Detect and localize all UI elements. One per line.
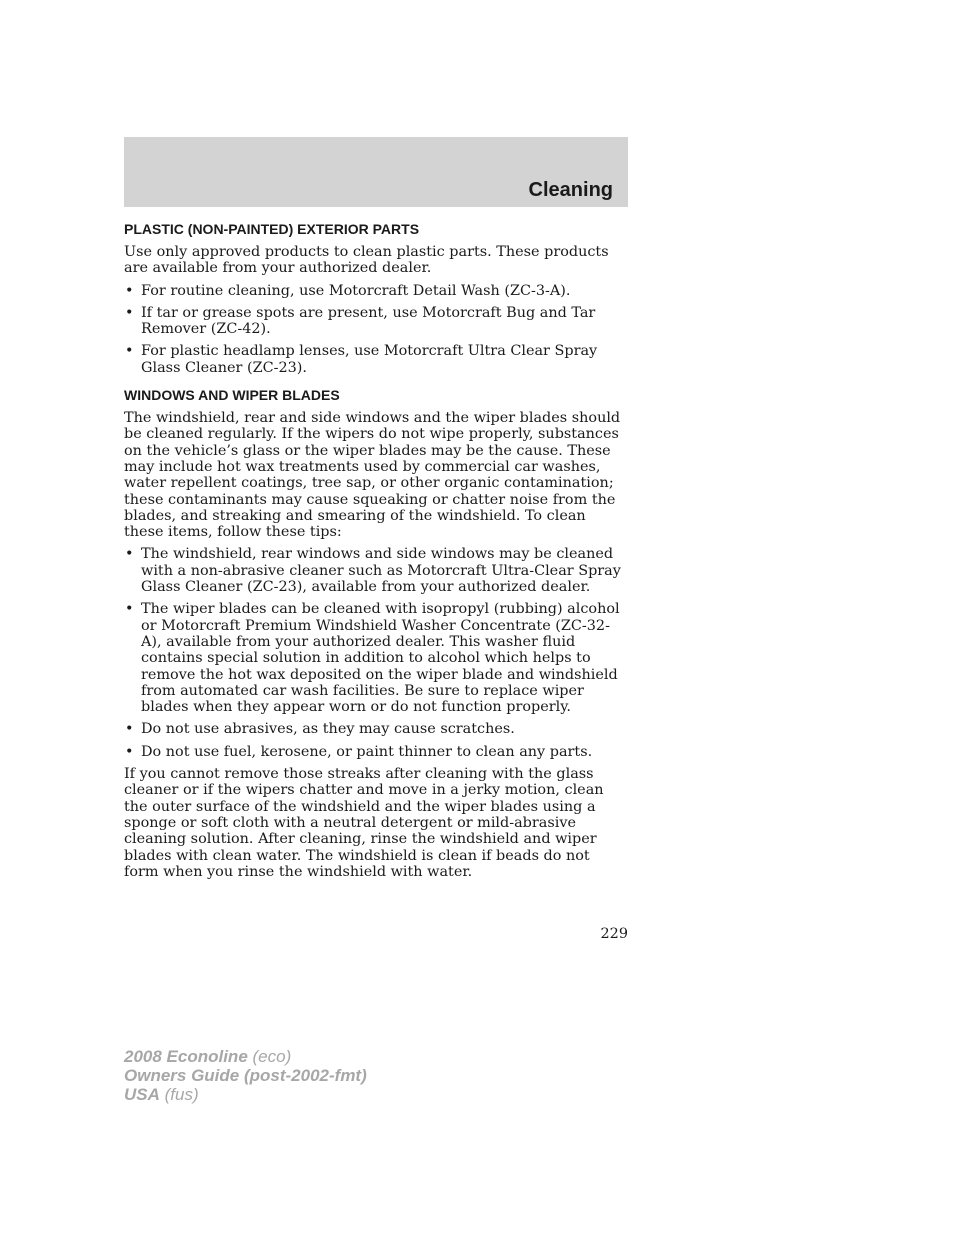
bullet-list-windows: [124, 546, 628, 760]
footer-line-guide: [124, 1066, 367, 1085]
list-item: [124, 283, 628, 299]
list-item: [124, 546, 628, 595]
section-heading-windows: WINDOWS AND WIPER BLADES: [124, 387, 340, 404]
list-item: [124, 721, 628, 737]
bullet-icon: •: [125, 282, 134, 299]
footer-document-id: [124, 1047, 367, 1104]
footer-line-market: [124, 1085, 367, 1104]
bullet-list-plastic: [124, 283, 628, 376]
list-item-text: The wiper blades can be cleaned with isopropyl (rubbing) alcohol or Motorcraft Premium Windshield Washer Concentrate (ZC-32-A), available from your authorized dealer. This washer fluid contains special solution in addition to alcohol which helps to remove the hot wax deposited on the wiper blade and windshield from automated car wash facilities. Be sure to replace wiper blades when they appear worn or do not function properly.: [141, 601, 620, 716]
list-item-text: If tar or grease spots are present, use Motorcraft Bug and Tar Remover (ZC-42).: [141, 304, 596, 338]
bullet-icon: •: [125, 304, 134, 321]
bullet-icon: •: [125, 546, 134, 563]
bullet-icon: •: [125, 721, 134, 738]
list-item: [124, 305, 628, 338]
footer-guide: Owners Guide (post-2002-fmt): [124, 1066, 367, 1085]
list-item-text: For plastic headlamp lenses, use Motorcraft Ultra Clear Spray Glass Cleaner (ZC-23).: [141, 343, 598, 376]
footer-model: 2008 Econoline: [124, 1047, 248, 1066]
paragraph-windows-intro: The windshield, rear and side windows and the wiper blades should be cleaned regularly. If the wipers do not wipe properly, substances on the vehicle’s glass or the wiper blades may be the cause. These may include hot wax treatments used by commercial car washes, water repellent coatings, tree sap, or other organic contamination; these contaminants may cause squeaking or chatter noise from the blades, and streaking and smearing of the windshield. To clean these items, follow these tips:: [124, 410, 621, 541]
bullet-icon: •: [125, 343, 134, 360]
bullet-icon: •: [125, 743, 134, 760]
list-item-text: The windshield, rear windows and side windows may be cleaned with a non-abrasive cleaner such as Motorcraft Ultra-Clear Spray Glass Cleaner (ZC-23), available from your authorized dealer.: [141, 546, 621, 596]
footer-line-model: [124, 1047, 367, 1066]
list-item: [124, 744, 628, 760]
list-item: [124, 601, 628, 715]
page-content: [124, 220, 628, 886]
footer-market: USA: [124, 1085, 160, 1104]
section-heading-plastic: PLASTIC (NON-PAINTED) EXTERIOR PARTS: [124, 221, 420, 237]
chapter-header-band: [124, 137, 628, 207]
list-item: [124, 343, 628, 376]
chapter-title: Cleaning: [528, 179, 613, 201]
bullet-icon: •: [125, 601, 134, 618]
list-item-text: Do not use abrasives, as they may cause scratches.: [141, 721, 515, 738]
footer-model-code: (eco): [247, 1047, 292, 1066]
footer-market-code: (fus): [159, 1085, 199, 1104]
paragraph-windows-outro: If you cannot remove those streaks after cleaning with the glass cleaner or if the wipers chatter and move in a jerky motion, clean the outer surface of the windshield and the wiper blades using a sponge or soft cloth with a neutral detergent or mild-abrasive cleaning solution. After cleaning, rinse the windshield and wiper blades with clean water. The windshield is clean if beads do not form when you rinse the windshield with water.: [124, 766, 604, 880]
page-number: 229: [600, 926, 628, 942]
list-item-text: Do not use fuel, kerosene, or paint thinner to clean any parts.: [141, 743, 593, 760]
paragraph-plastic-intro: Use only approved products to clean plastic parts. These products are available from your authorized dealer.: [124, 244, 609, 277]
list-item-text: For routine cleaning, use Motorcraft Detail Wash (ZC-3-A).: [141, 282, 571, 299]
